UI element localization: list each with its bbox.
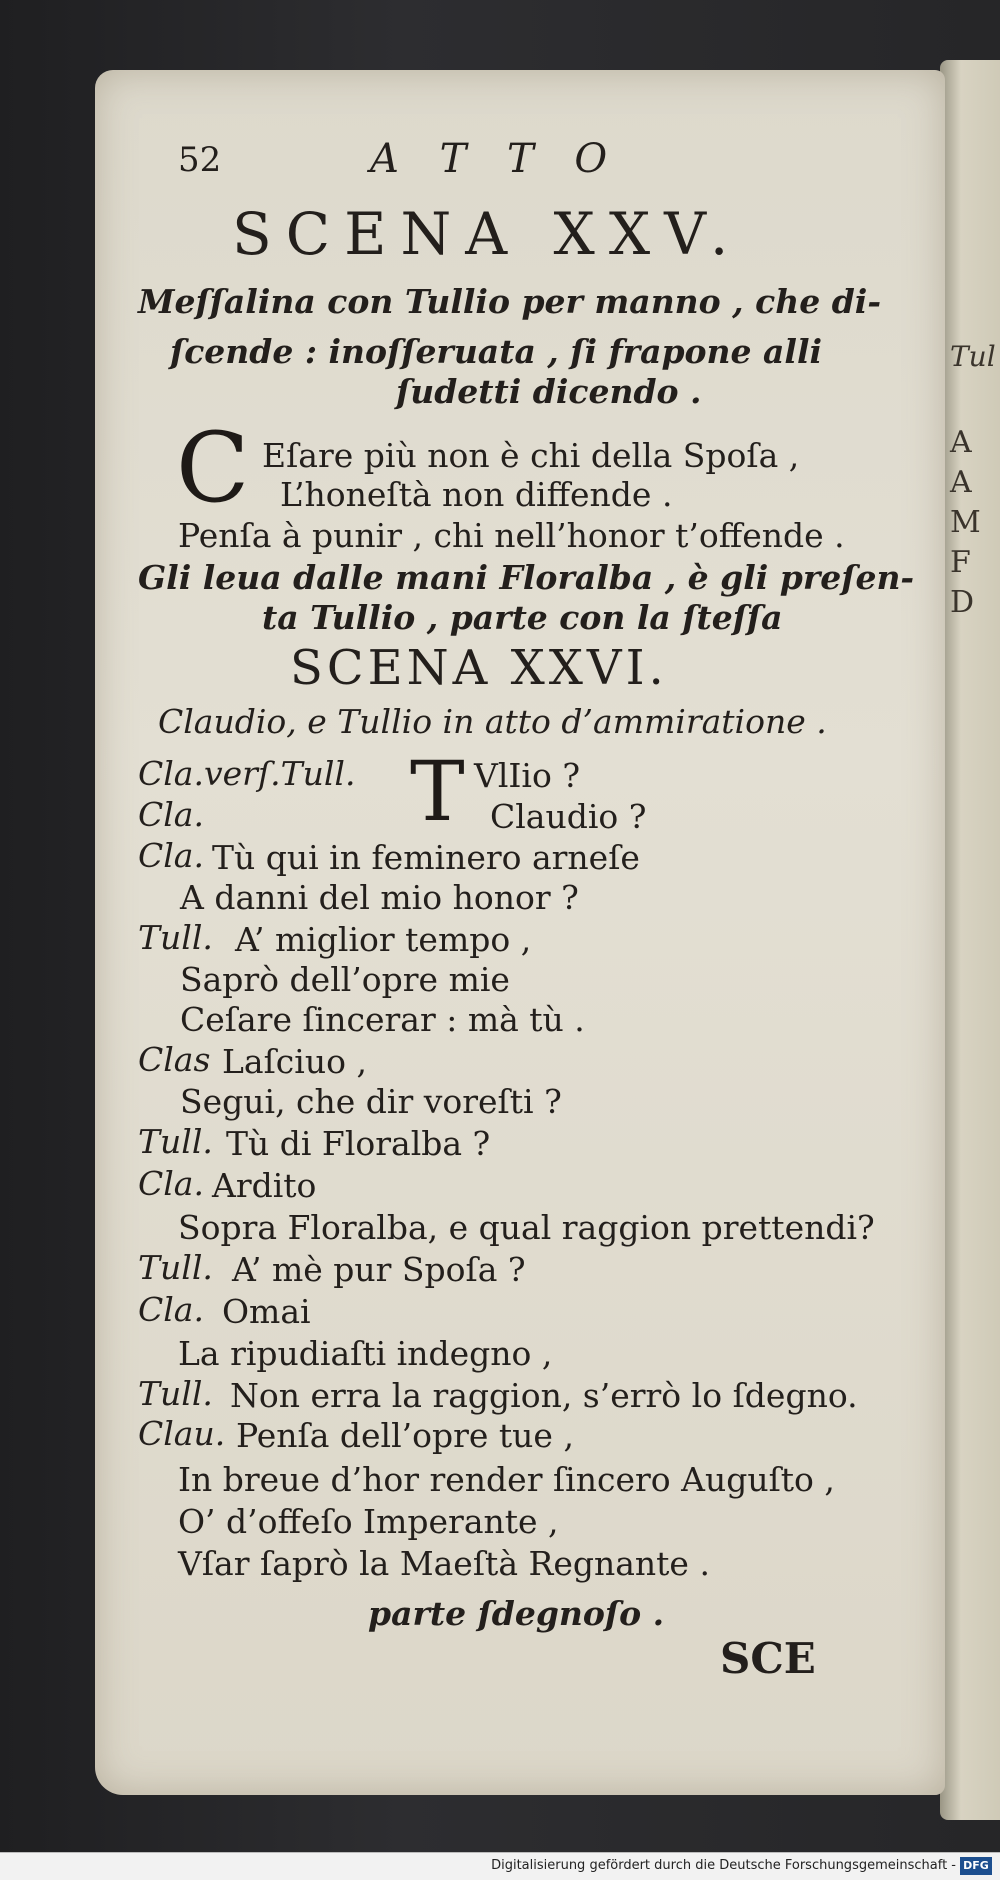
running-head: A T T O [370,136,622,182]
stage-direction: Meſſalina con Tullio per manno , che di- [138,282,882,321]
footer-credit: Digitalisierung gefördert durch die Deutsche Forschungsgemeinschaft - [491,1858,956,1873]
stage-direction: ta Tullio , parte con la ſteſſa [262,598,783,637]
dialogue-line: Saprò dell’opre mie [180,960,510,999]
dialogue-line: Tù di Floralba ? [226,1124,491,1163]
scene-heading: SCENA XXV. [232,200,743,268]
dialogue-line: VlIio ? [474,756,581,795]
speaker-label: Cla. [138,1164,204,1203]
dialogue-line: Penſa dell’opre tue , [236,1416,574,1455]
facing-page-fragment: A [950,465,972,500]
speaker-label: Clas [138,1040,211,1079]
dialogue-line: Vſar ſaprò la Maeſtà Regnante . [178,1544,710,1583]
speaker-label: Tull. [138,918,213,957]
speaker-label: Cla. [138,1290,204,1329]
facing-page-fragment: Tul [950,340,996,373]
facing-page-fragment: A [950,425,972,460]
speaker-label: Tull. [138,1248,213,1287]
speaker-label: Cla. [138,836,204,875]
dialogue-line: La ripudiaſti indegno , [178,1334,553,1373]
scene-heading: SCENA XXVI. [290,640,668,696]
dialogue-line: A danni del mio honor ? [180,878,579,917]
drop-cap: C [176,412,250,524]
facing-page-fragment: M [950,505,981,540]
speaker-label: Cla.verſ.Tull. [138,754,356,793]
facing-page-edge [940,60,1000,1820]
dialogue-line: Non erra la raggion, s’errò lo ſdegno. [230,1376,858,1415]
digitization-footer [0,1852,1000,1880]
dialogue-line: Laſciuo , [222,1042,367,1081]
facing-page-fragment: D [950,585,975,620]
dialogue-line: Claudio ? [490,797,647,836]
dialogue-line: A’ miglior tempo , [235,920,532,959]
page-number: 52 [178,140,222,180]
dialogue-line: A’ mè pur Spoſa ? [232,1250,526,1289]
dialogue-line: Omai [222,1292,311,1331]
dialogue-line: Ceſare ſincerar : mà tù . [180,1000,585,1039]
verse-line: L’honeſtà non diffende . [280,475,673,514]
dialogue-line: Sopra Floralba, e qual raggion prettendi? [178,1208,875,1247]
stage-direction: Claudio, e Tullio in atto d’ammiratione . [158,702,827,741]
speaker-label: Tull. [138,1374,213,1413]
dialogue-line: Ardito [212,1166,317,1205]
catchword: SCE [720,1634,816,1683]
stage-direction: Gli leua dalle mani Floralba , è gli preſen- [138,558,915,597]
dfg-logo: DFG [960,1857,992,1875]
dialogue-line: O’ d’offeſo Imperante , [178,1502,559,1541]
stage-direction: ſcende : inoſſeruata , ſi frapone alli [170,332,823,371]
speaker-label: Clau. [138,1414,226,1453]
verse-line: Eſare più non è chi della Spoſa , [262,436,800,475]
exit-direction: parte ſdegnoſo . [368,1594,665,1633]
stage-direction: ſudetti dicendo . [396,372,702,411]
speaker-label: Cla. [138,795,204,834]
dialogue-line: Tù qui in feminero arneſe [212,838,640,877]
dialogue-line: Segui, che dir voreſti ? [180,1082,562,1121]
dialogue-line: In breue d’hor render ſincero Auguſto , [178,1460,835,1499]
verse-line: Penſa à punir , chi nell’honor t’offende . [178,516,845,555]
facing-page-fragment: F [950,545,971,580]
drop-cap: T [410,745,465,840]
speaker-label: Tull. [138,1122,213,1161]
